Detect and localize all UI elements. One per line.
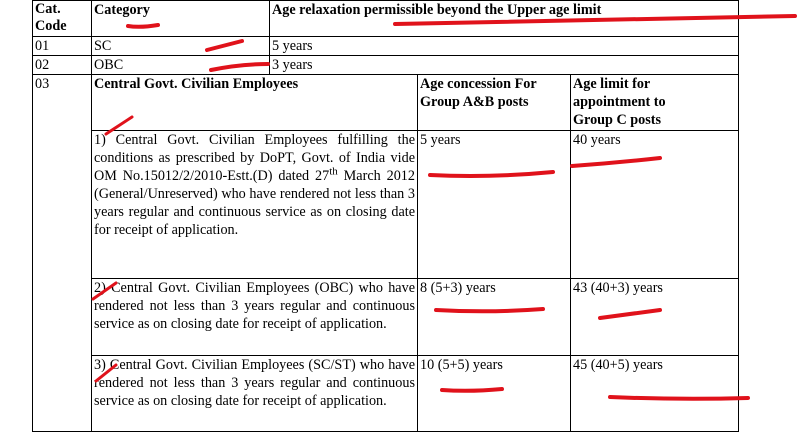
cat-code-header-line2: Code bbox=[35, 18, 67, 34]
relaxation-cell: 5 years bbox=[270, 37, 739, 56]
group-c-value: 40 years bbox=[571, 131, 739, 279]
group-c-header-line1: Age limit for bbox=[573, 76, 651, 92]
age-relaxation-table bbox=[32, 0, 739, 432]
header-row bbox=[33, 1, 739, 37]
group-c-header-line2: appointment to bbox=[573, 94, 666, 110]
group-c-header-line3: Group C posts bbox=[573, 112, 662, 128]
table-row-cgce-header bbox=[33, 75, 739, 131]
category-cell: OBC bbox=[92, 56, 270, 75]
group-ab-value: 5 years bbox=[418, 131, 571, 279]
table-row-sc bbox=[33, 37, 739, 56]
code-cell: 03 bbox=[33, 75, 92, 432]
group-ab-header: Age concession For Group A&B posts bbox=[418, 75, 571, 131]
group-c-header bbox=[571, 75, 739, 131]
cgce-title: Central Govt. Civilian Employees bbox=[92, 75, 418, 131]
cgce-scst-description: 3) Central Govt. Civilian Employees (SC/ST) who have rendered not less than 3 years regular and continuous service as on closing date for receipt of application. bbox=[92, 356, 418, 432]
description-superscript: th bbox=[329, 165, 338, 178]
category-cell: SC bbox=[92, 37, 270, 56]
relaxation-header: Age relaxation permissible beyond the Upper age limit bbox=[270, 1, 739, 37]
table-row-cgce-general bbox=[33, 131, 739, 279]
group-c-value: 43 (40+3) years bbox=[571, 279, 739, 356]
description-part1: 1) Central Govt. Civilian Employees fulfilling the conditions as prescribed by DoPT, Govt. of India vide OM No.15012/2/2010-Estt.(D) dated 27 bbox=[94, 132, 415, 184]
code-cell: 01 bbox=[33, 37, 92, 56]
relaxation-cell: 3 years bbox=[270, 56, 739, 75]
description-part2: March 2012 (General/Unreserved) who have rendered not less than 3 years regular and continuous service as on closing date for receipt of application. bbox=[94, 168, 415, 238]
cgce-general-description bbox=[92, 131, 418, 279]
table-row-cgce-scst bbox=[33, 356, 739, 432]
category-header: Category bbox=[92, 1, 270, 37]
cgce-obc-description: 2) Central Govt. Civilian Employees (OBC) who have rendered not less than 3 years regular and continuous service as on closing date for receipt of application. bbox=[92, 279, 418, 356]
code-cell: 02 bbox=[33, 56, 92, 75]
table-row-obc bbox=[33, 56, 739, 75]
cat-code-header bbox=[33, 1, 92, 37]
table-row-cgce-obc bbox=[33, 279, 739, 356]
group-ab-value: 8 (5+3) years bbox=[418, 279, 571, 356]
group-c-value: 45 (40+5) years bbox=[571, 356, 739, 432]
group-ab-value: 10 (5+5) years bbox=[418, 356, 571, 432]
cat-code-header-line1: Cat. bbox=[35, 1, 61, 17]
